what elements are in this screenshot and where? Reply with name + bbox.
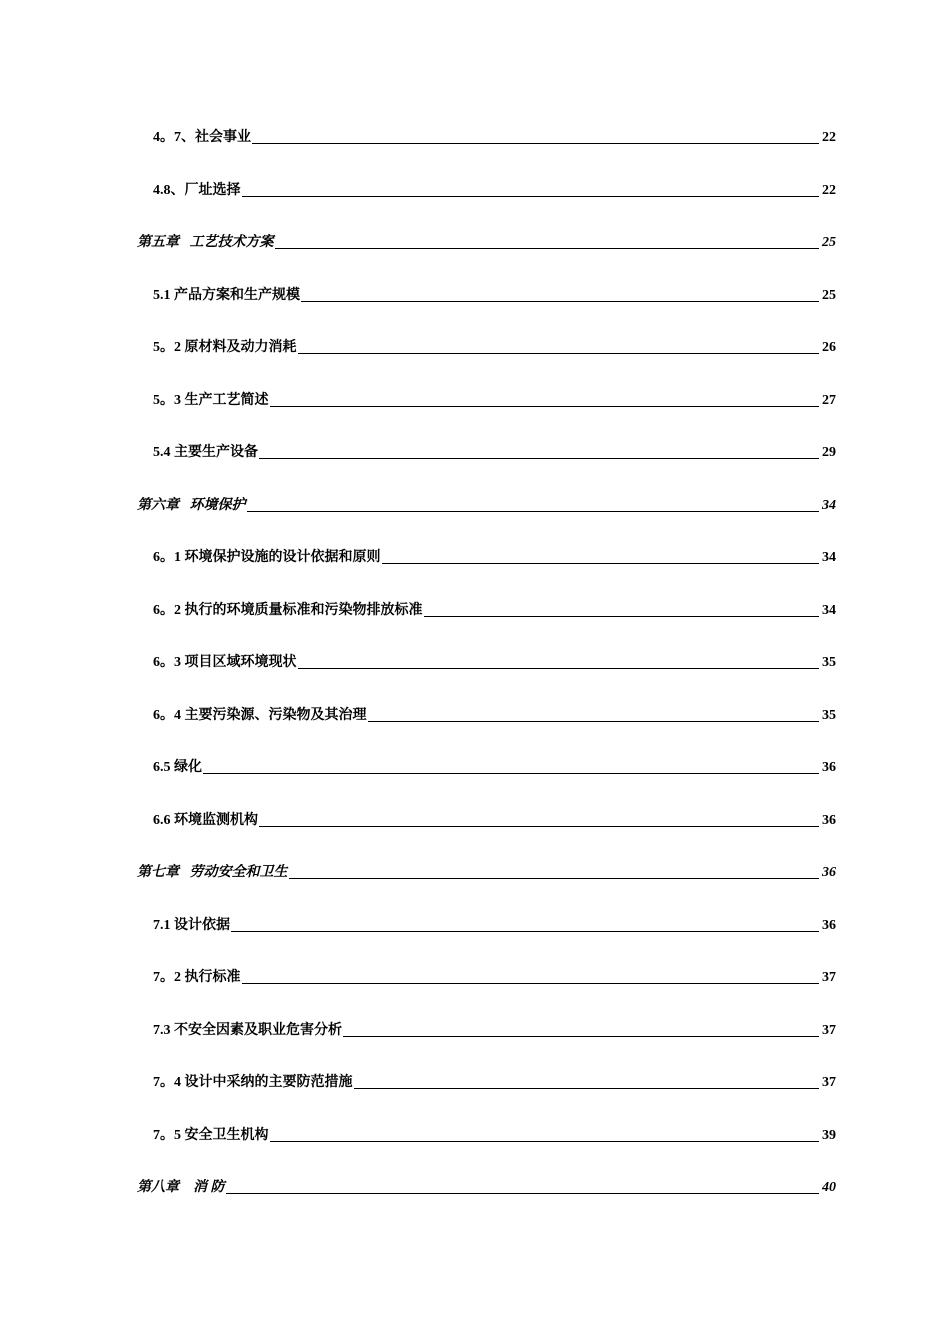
toc-entry[interactable] [153,649,836,671]
toc-entry-title: 5。3 生产工艺简述 [153,393,269,408]
toc-entry-title: 6。1 环境保护设施的设计依据和原则 [153,550,381,565]
toc-leader-line [259,825,819,827]
toc-entry-page: 26 [822,340,836,355]
toc-entry[interactable] [153,544,836,566]
toc-entry-title: 第八章 消 防 [137,1180,225,1195]
toc-entry[interactable] [153,702,836,724]
toc-leader-line [270,405,820,407]
toc-chapter-entry[interactable] [137,492,836,514]
toc-entry[interactable] [153,912,836,934]
toc-entry-page: 39 [822,1128,836,1143]
toc-entry-title: 5.1 产品方案和生产规模 [153,288,300,303]
toc-entry-title: 第五章 工艺技术方案 [137,235,274,250]
toc-leader-line [301,300,819,302]
toc-entry-page: 37 [822,970,836,985]
toc-entry-title: 6。3 项目区域环境现状 [153,655,297,670]
toc-entry-title: 7。2 执行标准 [153,970,241,985]
toc-entry-page: 36 [822,865,836,880]
toc-entry-title: 7。5 安全卫生机构 [153,1128,269,1143]
toc-entry[interactable] [153,439,836,461]
toc-entry-title: 6。4 主要污染源、污染物及其治理 [153,708,367,723]
toc-entry-page: 37 [822,1023,836,1038]
toc-leader-line [298,352,820,354]
toc-entry-page: 36 [822,813,836,828]
toc-entry[interactable] [153,177,836,199]
toc-chapter-entry[interactable] [137,229,836,251]
toc-entry-page: 40 [822,1180,836,1195]
toc-entry-title: 第七章 劳动安全和卫生 [137,865,288,880]
toc-entry-page: 36 [822,760,836,775]
toc-entry[interactable] [153,1017,836,1039]
toc-entry-title: 5.4 主要生产设备 [153,445,258,460]
toc-leader-line [354,1087,820,1089]
toc-leader-line [259,457,819,459]
toc-entry-title: 5。2 原材料及动力消耗 [153,340,297,355]
toc-entry-page: 25 [822,288,836,303]
toc-leader-line [242,982,820,984]
toc-entry-page: 36 [822,918,836,933]
toc-entry[interactable] [153,597,836,619]
toc-entry-page: 29 [822,445,836,460]
toc-leader-line [275,247,820,249]
toc-entry-title: 4。7、社会事业 [153,130,251,145]
toc-leader-line [424,615,820,617]
toc-entry-page: 25 [822,235,836,250]
toc-entry-title: 第六章 环境保护 [137,498,246,513]
toc-entry[interactable] [153,124,836,146]
toc-entry[interactable] [153,387,836,409]
toc-entry-title: 6。2 执行的环境质量标准和污染物排放标准 [153,603,423,618]
toc-entry-title: 4.8、厂址选择 [153,183,241,198]
toc-entry-title: 6.6 环境监测机构 [153,813,258,828]
toc-entry[interactable] [153,807,836,829]
toc-entry-page: 27 [822,393,836,408]
toc-entry[interactable] [153,1069,836,1091]
toc-entry-title: 7.1 设计依据 [153,918,230,933]
toc-leader-line [247,510,820,512]
toc-leader-line [226,1192,820,1194]
toc-entry-page: 35 [822,708,836,723]
toc-entry-page: 34 [822,498,836,513]
toc-entry[interactable] [153,334,836,356]
toc-entry-page: 37 [822,1075,836,1090]
toc-entry-page: 34 [822,550,836,565]
toc-entry-title: 6.5 绿化 [153,760,202,775]
toc-entry[interactable] [153,964,836,986]
toc-entry-title: 7。4 设计中采纳的主要防范措施 [153,1075,353,1090]
toc-leader-line [382,562,820,564]
toc-entry-page: 22 [822,183,836,198]
toc-leader-line [270,1140,820,1142]
toc-leader-line [289,877,820,879]
toc-entry[interactable] [153,1122,836,1144]
toc-leader-line [252,142,819,144]
toc-chapter-entry[interactable] [137,1174,836,1196]
toc-entry-page: 22 [822,130,836,145]
toc-leader-line [231,930,819,932]
toc-entry[interactable] [153,282,836,304]
toc-chapter-entry[interactable] [137,859,836,881]
toc-leader-line [242,195,820,197]
toc-entry-page: 35 [822,655,836,670]
toc-entry[interactable] [153,754,836,776]
toc-leader-line [298,667,820,669]
toc-leader-line [368,720,820,722]
toc-entry-title: 7.3 不安全因素及职业危害分析 [153,1023,342,1038]
toc-entry-page: 34 [822,603,836,618]
toc-leader-line [203,772,819,774]
toc-leader-line [343,1035,819,1037]
